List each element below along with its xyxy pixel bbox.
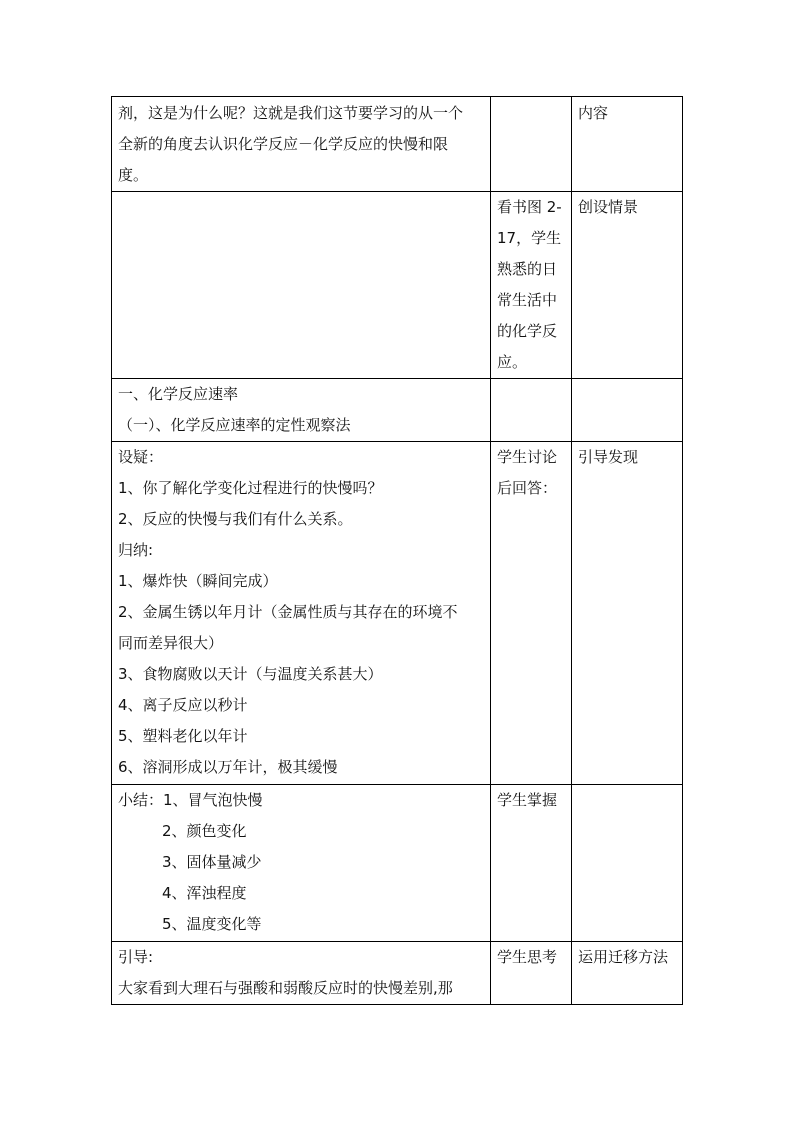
- content-cell: [112, 942, 491, 1005]
- student-line: 熟悉的日: [497, 260, 558, 278]
- content-line: 4、浑浊程度: [162, 884, 247, 902]
- student-line: 学生讨论: [497, 448, 558, 466]
- subsection-heading: （一）、化学反应速率的定性观察法: [118, 416, 351, 434]
- content-line: 小结：1、冒气泡快慢: [118, 791, 263, 809]
- content-line: 设疑：: [118, 448, 164, 466]
- content-line: 2、反应的快慢与我们有什么关系。: [118, 510, 353, 528]
- content-line: 5、温度变化等: [162, 915, 262, 933]
- student-line: 17，学生: [497, 229, 562, 247]
- content-cell: [112, 785, 491, 942]
- student-line: 应。: [497, 353, 528, 371]
- table-row: [112, 442, 683, 785]
- content-line: 1、你了解化学变化过程进行的快慢吗？: [118, 479, 383, 497]
- table-row: [112, 97, 683, 192]
- content-line: 全新的角度去认识化学反应－化学反应的快慢和限: [118, 135, 449, 153]
- content-line: 同而差异很大）: [118, 634, 224, 652]
- content-line: 引导:: [118, 948, 154, 966]
- content-line: 2、金属生锈以年月计（金属性质与其存在的环境不: [118, 603, 458, 621]
- student-line: 后回答：: [497, 479, 558, 497]
- student-activity-cell: [491, 97, 572, 192]
- content-cell: [112, 192, 491, 379]
- design-intent-cell: [572, 785, 683, 942]
- student-line: 看书图 2-: [497, 198, 562, 216]
- content-line: 大家看到大理石与强酸和弱酸反应时的快慢差别,那: [118, 979, 453, 997]
- content-line: 6、溶洞形成以万年计，极其缓慢: [118, 758, 338, 776]
- content-line: 4、离子反应以秒计: [118, 696, 248, 714]
- student-line: 的化学反: [497, 322, 558, 340]
- design-line: 创设情景: [578, 198, 639, 216]
- table-row: [112, 379, 683, 442]
- content-line: 5、塑料老化以年计: [118, 727, 248, 745]
- content-line: 度。: [118, 166, 149, 184]
- design-line: 内容: [578, 104, 609, 122]
- student-line: 学生掌握: [497, 791, 558, 809]
- content-line: 归纳:: [118, 541, 154, 559]
- student-activity-cell: [491, 442, 572, 785]
- design-intent-cell: [572, 379, 683, 442]
- student-line: 常生活中: [497, 291, 558, 309]
- content-line: 2、颜色变化: [162, 822, 247, 840]
- content-cell: [112, 442, 491, 785]
- section-heading: 一、化学反应速率: [118, 385, 239, 403]
- design-intent-cell: [572, 942, 683, 1005]
- table-row: [112, 942, 683, 1005]
- design-intent-cell: [572, 97, 683, 192]
- design-line: 引导发现: [578, 448, 639, 466]
- content-line: 1、爆炸快（瞬间完成）: [118, 572, 278, 590]
- table-row: [112, 785, 683, 942]
- design-line: 运用迁移方法: [578, 948, 669, 966]
- content-cell: [112, 97, 491, 192]
- student-activity-cell: [491, 192, 572, 379]
- design-intent-cell: [572, 442, 683, 785]
- content-line: 3、固体量减少: [162, 853, 262, 871]
- student-activity-cell: [491, 785, 572, 942]
- table-row: [112, 192, 683, 379]
- student-activity-cell: [491, 379, 572, 442]
- content-line: 3、食物腐败以天计（与温度关系甚大）: [118, 665, 383, 683]
- student-activity-cell: [491, 942, 572, 1005]
- design-intent-cell: [572, 192, 683, 379]
- lesson-plan-table: [111, 96, 683, 1005]
- content-cell: [112, 379, 491, 442]
- student-line: 学生思考: [497, 948, 558, 966]
- content-line: 剂，这是为什么呢？这就是我们这节要学习的从一个: [118, 104, 464, 122]
